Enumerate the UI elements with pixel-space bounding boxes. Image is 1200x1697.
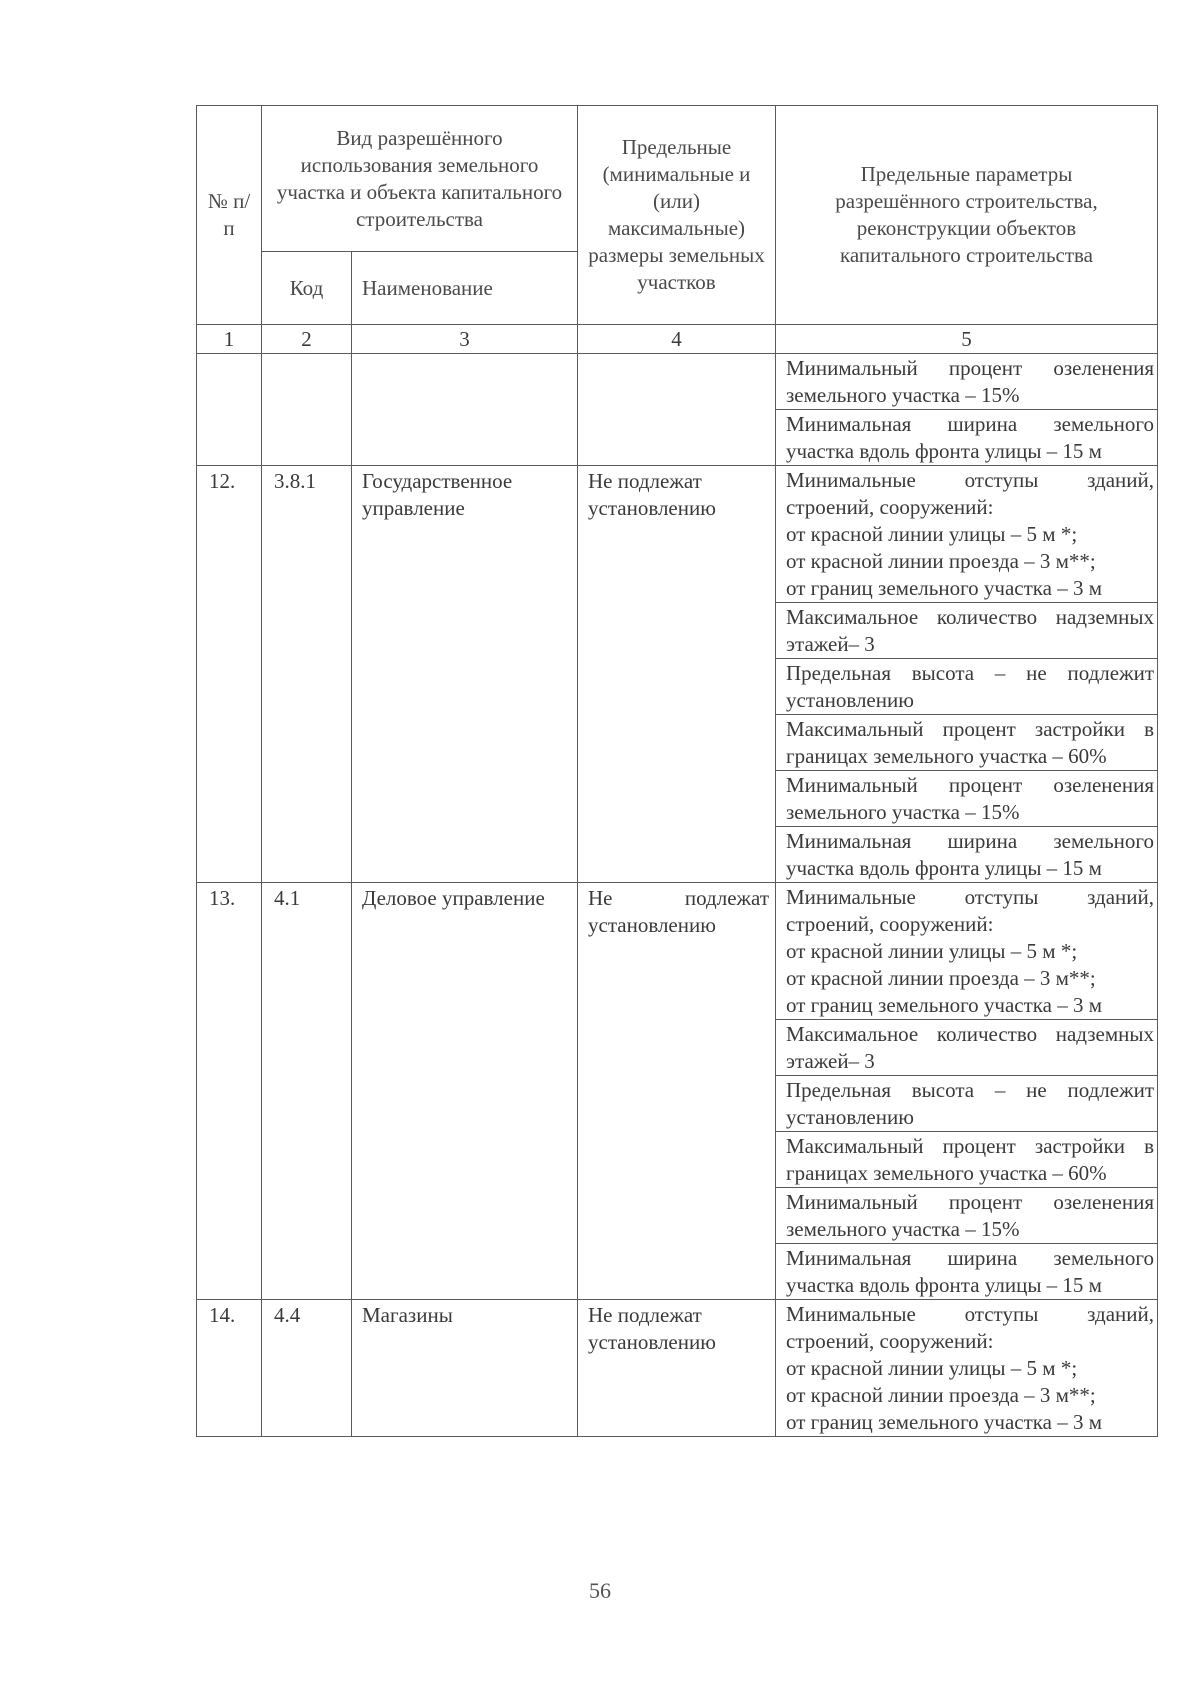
row-size: Не подлежат установлению (578, 883, 776, 1300)
row-size: Не подлежат установлению (578, 466, 776, 883)
otstupy-line: от красной линии проезда – 3 м**; (786, 1383, 1096, 1407)
continuation-row (197, 354, 1158, 410)
param-ozelenenie: Минимальный процент озеленения земельного участка – 15% (776, 771, 1158, 827)
param-etazhi: Максимальное количество надземных этажей– 3 (776, 603, 1158, 659)
param-otstupy (776, 1300, 1158, 1437)
row-name: Государственное управление (352, 466, 578, 883)
otstupy-line: от красной линии улицы – 5 м *; (786, 939, 1078, 963)
header-sizes: Предельные (минимальные и (или) максимальные) размеры земельных участков (578, 106, 776, 325)
param-ozelenenie: Минимальный процент озеленения земельного участка – 15% (776, 1188, 1158, 1244)
header-params: Предельные параметры разрешённого строительства, реконструкции объектов капитального строительства (776, 106, 1158, 325)
otstupy-line: от красной линии улицы – 5 м *; (786, 522, 1078, 546)
otstupy-line: строений, сооружений: (786, 495, 994, 519)
row-code: 3.8.1 (262, 466, 352, 883)
otstupy-line: от красной линии проезда – 3 м**; (786, 966, 1096, 990)
param-etazhi: Максимальное количество надземных этажей– 3 (776, 1020, 1158, 1076)
cell-empty (197, 354, 262, 466)
column-number: 4 (578, 325, 776, 354)
param-shirina: Минимальная ширина земельного участка вдоль фронта улицы – 15 м (776, 410, 1158, 466)
row-name: Магазины (352, 1300, 578, 1437)
otstupy-line: от границ земельного участка – 3 м (786, 576, 1103, 600)
table-row (197, 883, 1158, 1020)
row-number: 14. (197, 1300, 262, 1437)
otstupy-line: Минимальные отступы зданий, (786, 1302, 1154, 1326)
param-vysota: Предельная высота – не подлежит установлению (776, 1076, 1158, 1132)
cell-empty (262, 354, 352, 466)
param-shirina: Минимальная ширина земельного участка вдоль фронта улицы – 15 м (776, 827, 1158, 883)
otstupy-line: от красной линии улицы – 5 м *; (786, 1356, 1078, 1380)
header-kod: Код (262, 252, 352, 325)
cell-empty (578, 354, 776, 466)
param-vysota: Предельная высота – не подлежит установлению (776, 659, 1158, 715)
column-number: 3 (352, 325, 578, 354)
page-number: 56 (589, 1578, 611, 1603)
param-zastroika: Максимальный процент застройки в границах земельного участка – 60% (776, 715, 1158, 771)
row-size: Не подлежат установлению (578, 1300, 776, 1437)
column-number: 2 (262, 325, 352, 354)
table-row (197, 1300, 1158, 1437)
param-ozelenenie: Минимальный процент озеленения земельного участка – 15% (776, 354, 1158, 410)
otstupy-line: от красной линии проезда – 3 м**; (786, 549, 1096, 573)
param-zastroika: Максимальный процент застройки в границах земельного участка – 60% (776, 1132, 1158, 1188)
otstupy-line: строений, сооружений: (786, 912, 994, 936)
otstupy-line: строений, сооружений: (786, 1329, 994, 1353)
header-row (197, 106, 1158, 252)
column-number: 5 (776, 325, 1158, 354)
row-code: 4.1 (262, 883, 352, 1300)
header-num: № п/п (197, 106, 262, 325)
row-number: 12. (197, 466, 262, 883)
otstupy-line: Минимальные отступы зданий, (786, 885, 1154, 909)
otstupy-line: от границ земельного участка – 3 м (786, 993, 1103, 1017)
param-otstupy (776, 466, 1158, 603)
column-number: 1 (197, 325, 262, 354)
header-vid-group: Вид разрешённого использования земельного участка и объекта капитального строительства (262, 106, 578, 252)
row-name: Деловое управление (352, 883, 578, 1300)
header-naim: Наименование (352, 252, 578, 325)
otstupy-line: Минимальные отступы зданий, (786, 468, 1154, 492)
table-row (197, 466, 1158, 603)
land-use-regulations-table (196, 105, 1158, 1437)
column-numbers-row (197, 325, 1158, 354)
cell-empty (352, 354, 578, 466)
row-code: 4.4 (262, 1300, 352, 1437)
row-number: 13. (197, 883, 262, 1300)
param-shirina: Минимальная ширина земельного участка вдоль фронта улицы – 15 м (776, 1244, 1158, 1300)
param-otstupy (776, 883, 1158, 1020)
otstupy-line: от границ земельного участка – 3 м (786, 1410, 1103, 1434)
